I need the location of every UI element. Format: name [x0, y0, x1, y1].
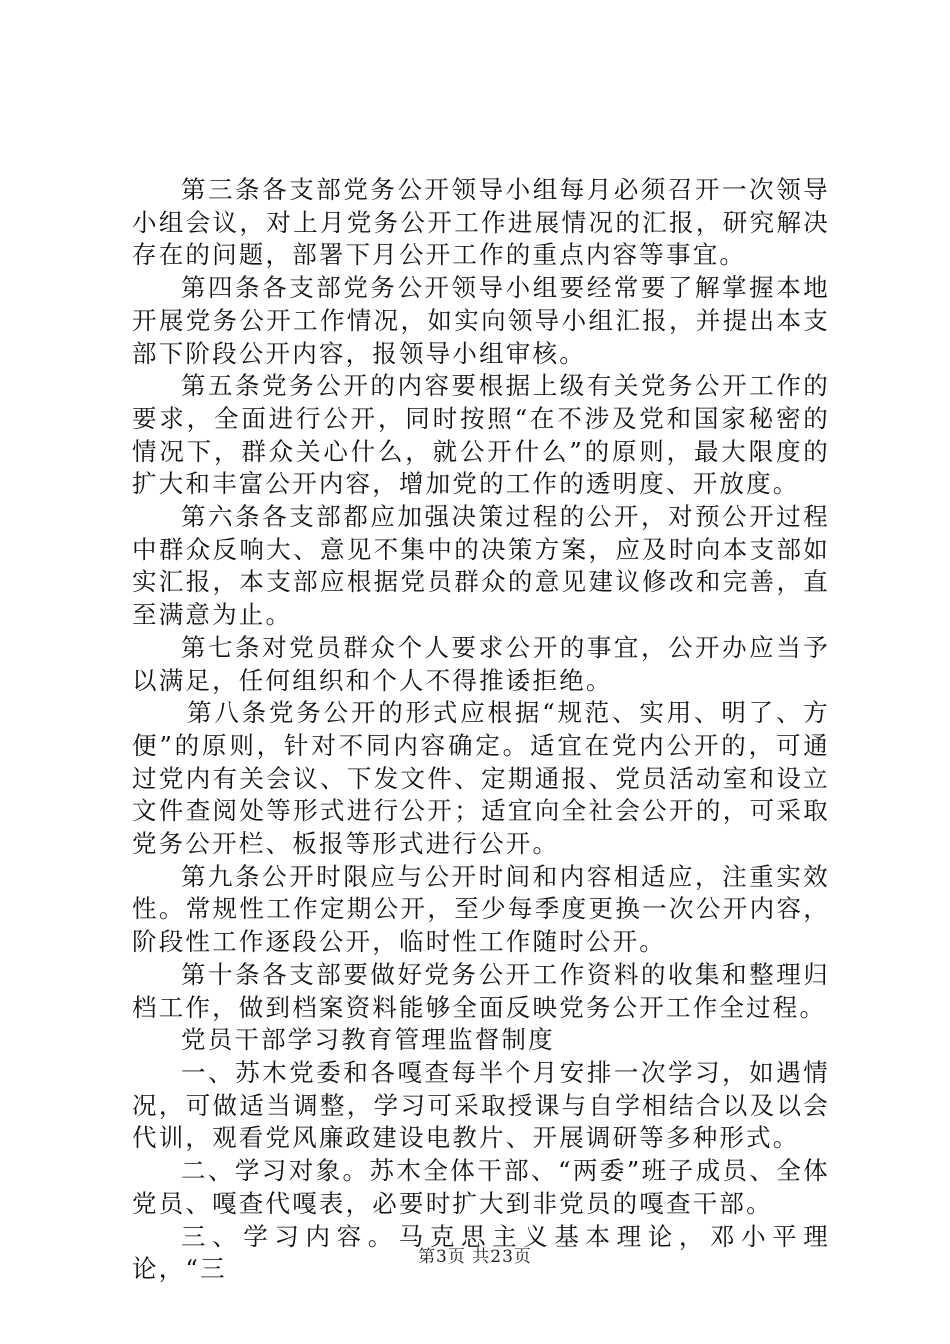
page-number-footer: 第3页 共23页: [418, 1247, 532, 1267]
article-7-paragraph: 第七条对党员群众个人要求公开的事宜，公开办应当予以满足，任何组织和个人不得推诿拒绝。: [132, 632, 830, 695]
article-5-paragraph: 第五条党务公开的内容要根据上级有关党务公开工作的要求，全面进行公开，同时按照“在不涉及党和国家秘密的情况下，群众关心什么，就公开什么”的原则，最大限度的扩大和丰富公开内容，增加党的工作的透明度、开放度。: [132, 371, 830, 499]
section-heading: 党员干部学习教育管理监督制度: [181, 1025, 555, 1055]
article-9-paragraph: 第九条公开时限应与公开时间和内容相适应，注重实效性。常规性工作定期公开，至少每季度更换一次公开内容，阶段性工作逐段公开，临时性工作随时公开。: [132, 861, 830, 957]
article-10-paragraph: 第十条各支部要做好党务公开工作资料的收集和整理归档工作，做到档案资料能够全面反映党务公开工作全过程。: [132, 959, 830, 1022]
item-1-paragraph: 一、苏木党委和各嘎查每半个月安排一次学习，如遇情况，可做适当调整，学习可采取授课与自学相结合以及以会代训，观看党风廉政建设电教片、开展调研等多种形式。: [132, 1057, 830, 1153]
document-body: [132, 174, 830, 1286]
article-8-paragraph: 第八条党务公开的形式应根据“规范、实用、明了、方便”的原则，针对不同内容确定。适宜在党内公开的，可通过党内有关会议、下发文件、定期通报、党员活动室和设立文件查阅处等形式进行公开；适宜向全社会公开的，可采取党务公开栏、板报等形式进行公开。: [132, 698, 830, 859]
item-2-paragraph: 二、学习对象。苏木全体干部、“两委”班子成员、全体党员、嘎查代嘎表，必要时扩大到非党员的嘎查干部。: [132, 1156, 830, 1218]
item-3-paragraph: 三、学习内容。马克思主义基本理论，邓小平理论，“三: [132, 1221, 830, 1284]
article-4-paragraph: 第四条各支部党务公开领导小组要经常要了解掌握本地开展党务公开工作情况，如实向领导小组汇报，并提出本支部下阶段公开内容，报领导小组审核。: [132, 273, 830, 368]
article-3-paragraph: 第三条各支部党务公开领导小组每月必须召开一次领导小组会议，对上月党务公开工作进展情况的汇报，研究解决存在的问题，部署下月公开工作的重点内容等事宜。: [132, 175, 830, 270]
article-6-paragraph: 第六条各支部都应加强决策过程的公开，对预公开过程中群众反响大、意见不集中的决策方案，应及时向本支部如实汇报，本支部应根据党员群众的意见建议修改和完善，直至满意为止。: [132, 502, 830, 630]
